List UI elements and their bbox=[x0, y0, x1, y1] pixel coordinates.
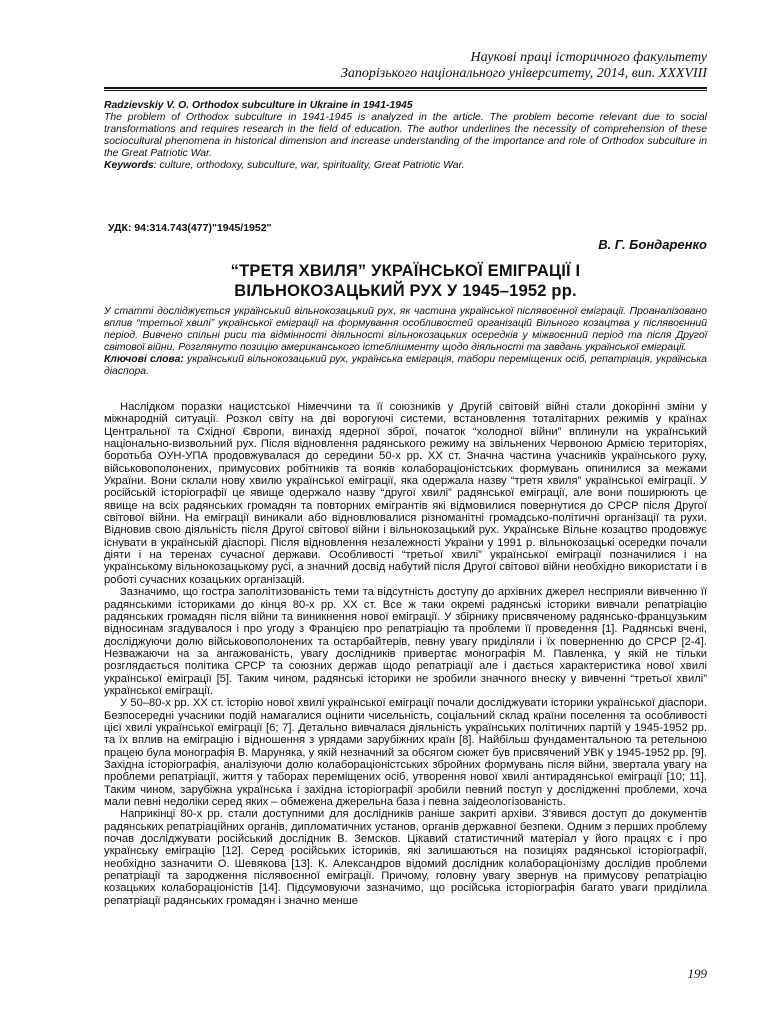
body-paragraph: Зазначимо, що гостра заполітизованість теми та відсутність доступу до архівних джерел несприяли вивченню її радянськими істориками до кінця 80-х рр. ХХ ст. Все ж таки окремі радянські історики вивчали репатріацію радянських громадян після війни та виникнення нової еміграції. У збірнику присвяченому радянсько-французьким відносинам згадувалося і про угоду з Францією про репатріацію та проблеми її проведення [1]. Радянські вчені, досліджуючи долю військовополонених та остарбайтерів, певну увагу приділяли і їх поверненню до СРСР [2-4]. Незважаючи на за ангажованість, увагу дослідників привертає монографія М. Павленка, у якій не тільки розглядається політика СРСР та союзних держав щодо репатріації але і дається характеристика нової хвилі української еміграції [5]. Таким чином, радянські історики не зробили значного внеску у вивченні “третьої хвилі” української еміграції. bbox=[104, 586, 707, 697]
header-rule-thin bbox=[104, 90, 707, 91]
ukrainian-keywords-text: український вільнокозацький рух, українська еміграція, табори переміщених осіб, репатріація, українська діаспора. bbox=[104, 354, 707, 378]
udk-code: УДК: 94:314.743(477)"1945/1952" bbox=[108, 222, 272, 234]
ukrainian-abstract-text: У статті досліджується український вільнокозацький рух, як частина української післявоєнної еміграції. Проаналізовано вплив “третьої хвилі” української еміграції на формування особливостей організацій Вільного козацтва у післявоєнний період. Вивчено спільні риси та відмінності діяльності вільнокозацьких осередків у міжвоєнний період та після Другої світової війни. Розглянуто позицію американського істеблішменту щодо діяльності та завдань української еміграції. bbox=[104, 306, 707, 354]
article-title-line-2: ВІЛЬНОКОЗАЦЬКИЙ РУХ У 1945–1952 рр. bbox=[234, 282, 577, 300]
body-paragraph: Наслідком поразки нацистської Німеччини та її союзників у Другій світовій війні стали докорінні зміни у міжнародній ситуації. Розкол світу на дві ворогуючі системи, встановлення тоталітарних режимів у країнах Центральної та Східної Європи, винахід ядерної зброї, початок “холодної війни” вплинули на український національно-визвольний рух. Після відновлення радянського режиму на звільнених Червоною Армією територіях, боротьба ОУН-УПА продовжувалася до середини 50-х рр. ХХ ст. Значна частина учасників українського руху, військовополонених, примусових робітників та вояків колабораціоністських формувань опинилися за межами України. Вони склали нову хвилю української еміграції, яка одержала назву “третя хвиля” української еміграції. У російській історіографії це явище одержало назву “другої хвилі” радянської еміграції, але вони поширюють це явище на всіх радянських громадян та повторних емігрантів які відмовилися повернутися до СРСР після Другої світової війни. На еміграції виникали або відновлювалися різноманітні громадсько-політичні організації та рухи. Відновив свою діяльність після Другої світової війни і вільнокозацький рух. Українське Вільне козацтво продовжує існувати в українській діаспорі. Після відновлення незалежності України у 1991 р. вільнокозацькі осередки почали діяти і на теренах сучасної держави. Особливості “третьої хвилі” української еміграції позначилися і на українському вільнокозацькому русі, а значний досвід набутий після Другої світової війни необхідно використати і в роботі сучасних козацьких організацій. bbox=[104, 401, 707, 586]
article-title-line-1: “ТРЕТЯ ХВИЛЯ” УКРАЇНСЬКОЇ ЕМІГРАЦІЇ І bbox=[230, 262, 581, 280]
author-name: В. Г. Бондаренко bbox=[598, 237, 707, 252]
ukrainian-keywords bbox=[104, 354, 707, 378]
english-keywords bbox=[104, 160, 707, 172]
english-abstract-text: The problem of Orthodox subculture in 1941-1945 is analyzed in the article. The problem become relevant due to social transformations and requires research in the field of education. The author underlines the necessity of comprehension of these sociocultural phenomena in historical dimension and increase understanding of the importance and role of Orthodox subculture in the Great Patriotic War. bbox=[104, 112, 707, 160]
header-rule-thick bbox=[104, 87, 707, 89]
body-paragraph: Наприкінці 80-х рр. стали доступними для дослідників раніше закриті архіви. З'явився доступ до документів радянських репатріаційних органів, дипломатичних установ, органів державної безпеки. Одним з перших проблему почав досліджувати російський дослідник В. Земсков. Цікавий статистичний матеріал у його працях є і про українську еміграцію [12]. Серед російських істориків, які залишаються на позиціях радянської історіографії, необхідно зазначити О. Шевякова [13]. К. Александров відомий дослідник колабораціонізму дослідив проблеми репатріації та зародження післявоєнної еміграції. Причому, головну увагу звернув на примусову репатріацію козацьких колабораціоністів [14]. Підсумовуючи зазначимо, що російська історіографія багато уваги приділила репатріації радянських громадян і значно менше bbox=[104, 808, 707, 907]
ukrainian-abstract bbox=[104, 306, 707, 379]
running-head-line-1: Наукові праці історичного факультету bbox=[470, 50, 707, 65]
running-head bbox=[104, 50, 707, 82]
article-title bbox=[104, 261, 707, 301]
article-body bbox=[104, 401, 707, 907]
page-number: 199 bbox=[687, 966, 707, 981]
body-paragraph: У 50–80-х рр. ХХ ст. історію нової хвилі української еміграції почали досліджувати історики української діаспори. Безпосередні учасники подій намагалися оцінити чисельність, соціальний склад країни поселення та особливості цієї хвилі української еміграції [6; 7]. Детально вивчалася діяльність українських політичних партій у 1945-1952 рр. та їх вплив на еміграцію і відношення з урядами зарубіжних країн [8]. Найбільш фундаментальною та ретельною працею була монографія В. Маруняка, у якій незначний за обсягом сюжет був присвячений УВК у 1945-1952 рр. [9]. Західна історіографія, аналізуючи долю колабораціоністських збройних формувань після війни, звертала увагу на проблеми репатріації, життя у таборах переміщених осіб, утворення нової хвилі антирадянської еміграції [10; 11]. Таким чином, зарубіжна українська і західна історіографії зробили певний поступ у дослідженні проблеми, хоча мали певні недоліки серед яких – обмежена джерельна база і певна заідеологізованість. bbox=[104, 697, 707, 808]
english-keywords-text: : culture, orthodoxy, subculture, war, spirituality, Great Patriotic War. bbox=[153, 160, 465, 172]
ukrainian-keywords-label: Ключові слова: bbox=[104, 354, 184, 366]
english-keywords-label: Keywords bbox=[104, 160, 154, 172]
running-head-line-2: Запорізького національного університету, 2014, вип. XXXVIII bbox=[340, 66, 707, 81]
english-abstract-title: Radzievskiy V. O. Orthodox subculture in Ukraine in 1941-1945 bbox=[104, 100, 413, 111]
english-abstract bbox=[104, 100, 707, 173]
